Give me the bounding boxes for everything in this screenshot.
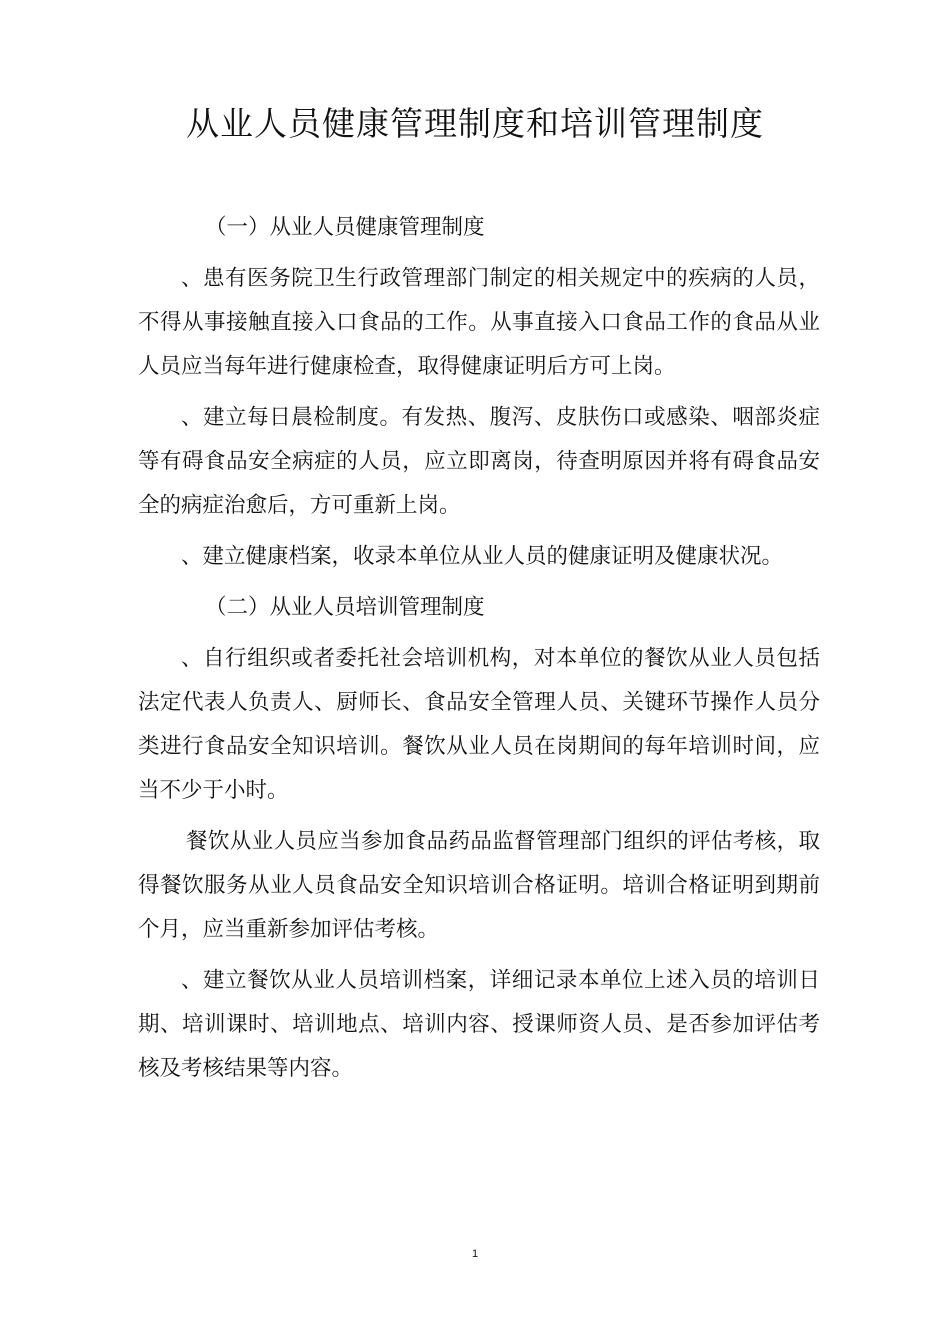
section-heading-training: （二）从业人员培训管理制度 [205,595,485,620]
paragraph-training-2: 餐饮从业人员应当参加食品药品监督管理部门组织的评估考核，取得餐饮服务从业人员食品安全知识培训合格证明。培训合格证明到期前个月，应当重新参加评估考核。 [138,829,820,942]
page-number: 1 [471,1248,479,1260]
paragraph-health-3: 、建立健康档案，收录本单位从业人员的健康证明及健康状况。 [181,544,784,569]
section-heading-health: （一）从业人员健康管理制度 [205,215,485,240]
document-body [138,206,820,1098]
paragraph-training-3: 、建立餐饮从业人员培训档案，详细记录本单位上述入员的培训日期、培训课时、培训地点、培训内容、授课师资人员、是否参加评估考核及考核结果等内容。 [138,968,820,1081]
paragraph-health-1: 、患有医务院卫生行政管理部门制定的相关规定中的疾病的人员，不得从事接触直接入口食品的工作。从事直接入口食品工作的食品从业人员应当每年进行健康检查，取得健康证明后方可上岗。 [138,266,820,379]
document-title: 从业人员健康管理制度和培训管理制度 [186,104,764,143]
paragraph-training-1: 、自行组织或者委托社会培训机构，对本单位的餐饮从业人员包括法定代表人负责人、厨师长、食品安全管理人员、关键环节操作人员分类进行食品安全知识培训。餐饮从业人员在岗期间的每年培训时间，应当不少于小时。 [138,646,820,803]
paragraph-health-2: 、建立每日晨检制度。有发热、腹泻、皮肤伤口或感染、咽部炎症等有碍食品安全病症的人员，应立即离岗，待查明原因并将有碍食品安全的病症治愈后，方可重新上岗。 [138,405,820,518]
